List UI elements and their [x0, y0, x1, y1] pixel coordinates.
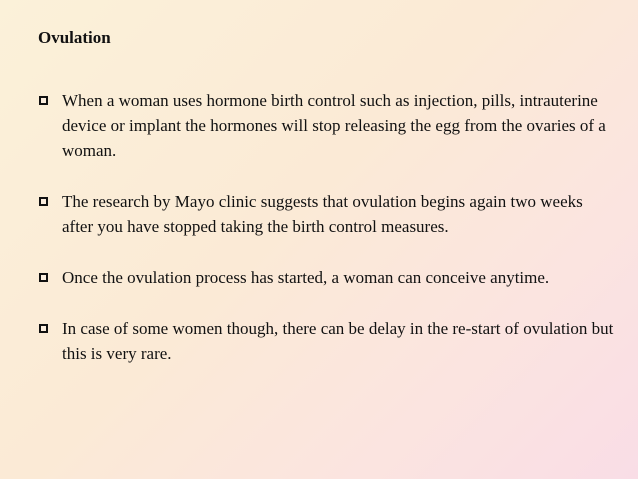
- bullet-item: [38, 316, 618, 366]
- bullet-text: When a woman uses hormone birth control such as injection, pills, intrauterine device or implant the hormones will stop releasing the egg from the ovaries of a woman.: [62, 91, 606, 160]
- square-bullet-icon: [39, 197, 48, 206]
- slide-title: Ovulation: [38, 28, 111, 47]
- bullet-text: In case of some women though, there can be delay in the re-start of ovulation but this is very rare.: [62, 319, 614, 363]
- bullet-item: [38, 265, 618, 290]
- square-bullet-icon: [39, 273, 48, 282]
- bullet-item: [38, 189, 618, 239]
- bullet-text: Once the ovulation process has started, a woman can conceive anytime.: [62, 268, 550, 287]
- square-bullet-icon: [39, 324, 48, 333]
- bullet-text: The research by Mayo clinic suggests that ovulation begins again two weeks after you have stopped taking the birth control measures.: [62, 192, 583, 236]
- bullet-item: [38, 88, 618, 163]
- square-bullet-icon: [39, 96, 48, 105]
- bullet-list: [38, 88, 618, 392]
